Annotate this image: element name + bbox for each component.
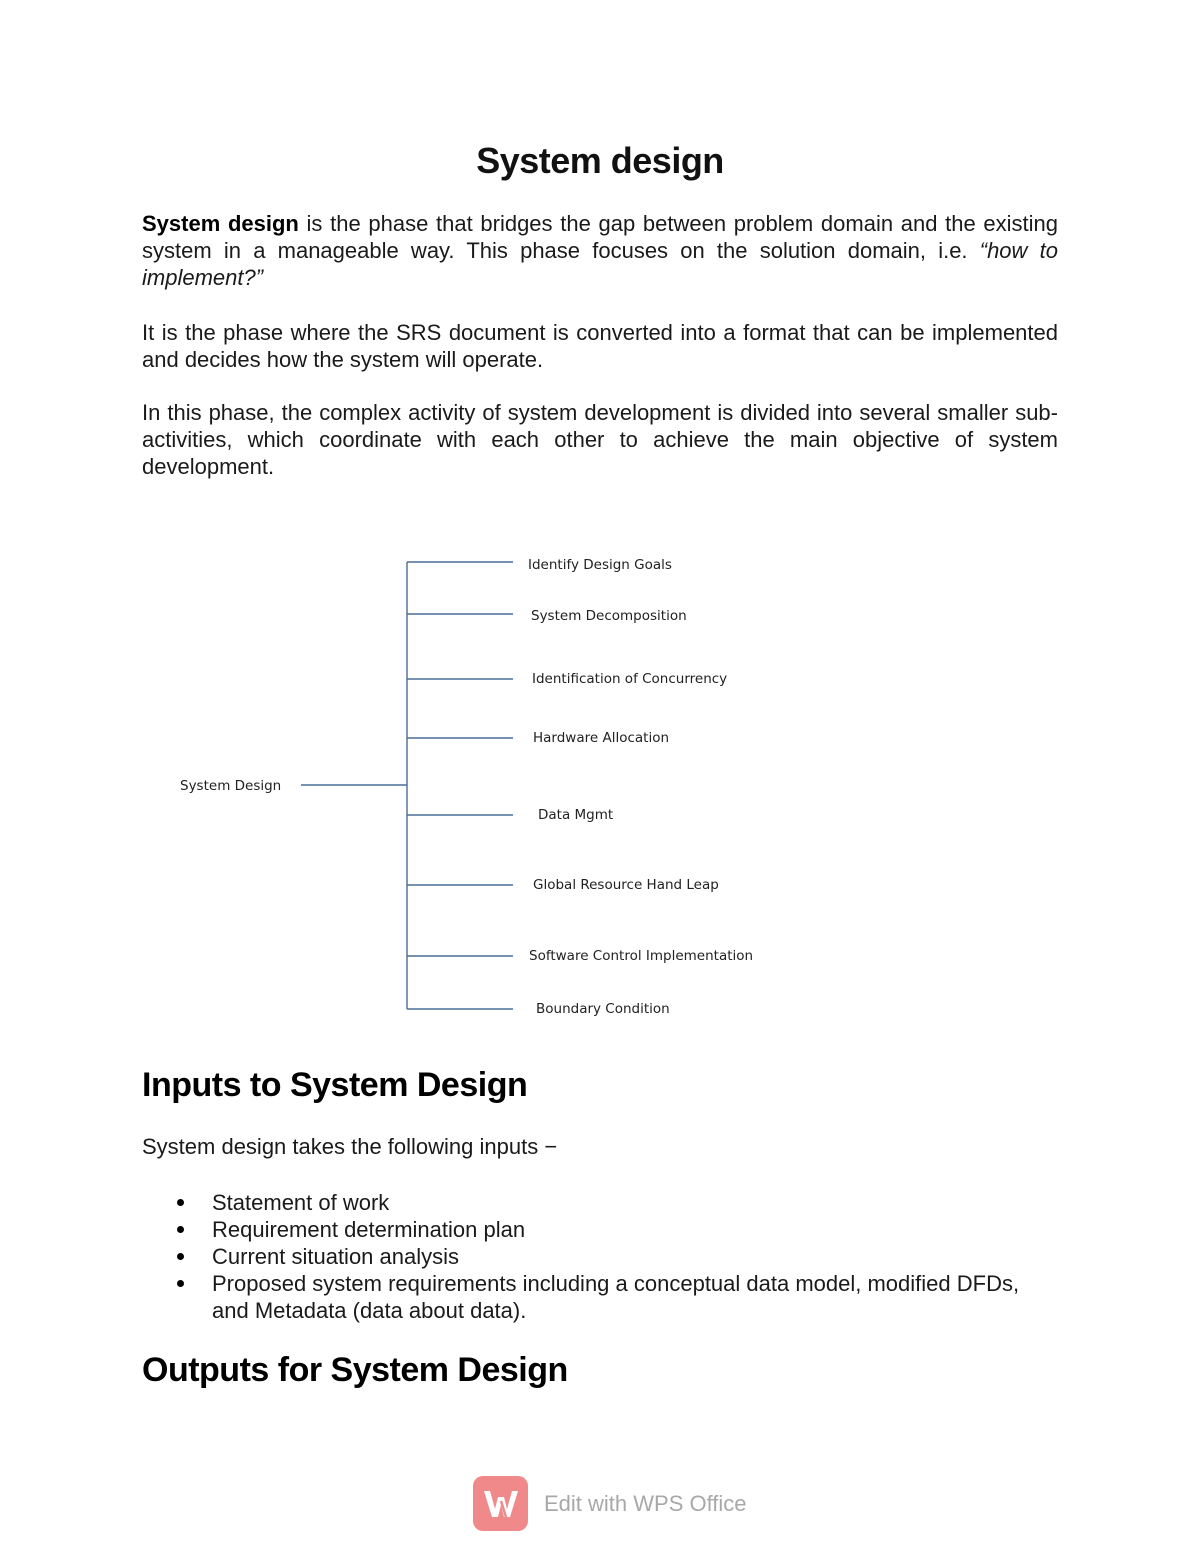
diagram-root-label: System Design (180, 778, 282, 794)
page-title: System design (476, 140, 724, 181)
inputs-heading: Inputs to System Design (142, 1066, 528, 1104)
intro-lead-term: System design (142, 211, 299, 236)
inputs-list (212, 1189, 1032, 1324)
system-design-diagram (0, 540, 1200, 1030)
list-item-text: Current situation analysis (212, 1244, 460, 1269)
branch-label: Software Control Implementation (529, 948, 754, 964)
branch-label: Hardware Allocation (533, 730, 670, 746)
branch-label: System Decomposition (531, 608, 687, 624)
branch-label: Identify Design Goals (528, 557, 672, 573)
bullet-icon (177, 1280, 184, 1287)
branch-label: Identification of Concurrency (532, 671, 728, 687)
intro-quote: “how to implement?” (142, 238, 1058, 290)
list-item-text: Statement of work (212, 1190, 390, 1215)
list-item-text: Requirement determination plan (212, 1217, 526, 1242)
srs-paragraph: It is the phase where the SRS document is converted into a format that can be implemented and decides how the system will operate. (142, 320, 1058, 372)
wps-office-logo-icon (473, 1476, 528, 1531)
intro-body-text: is the phase that bridges the gap between problem domain and the existing system in a manageable way. This phase focuses on the solution domain, i.e. (142, 211, 1058, 263)
phase-paragraph: In this phase, the complex activity of system development is divided into several smaller sub-activities, which coordinate with each other to achieve the main objective of system development. (142, 400, 1058, 479)
branch-label: Global Resource Hand Leap (533, 877, 719, 893)
outputs-heading: Outputs for System Design (142, 1351, 568, 1389)
diagram-svg (0, 540, 1200, 1030)
wps-watermark[interactable] (473, 1476, 747, 1531)
bullet-icon (177, 1199, 184, 1206)
intro-paragraph (142, 210, 1058, 291)
list-item-text: Proposed system requirements including a conceptual data model, modified DFDs, and Metadata (data about data). (212, 1271, 1020, 1323)
wps-watermark-label: Edit with WPS Office (544, 1490, 747, 1516)
bullet-icon (177, 1253, 184, 1260)
inputs-intro-text: System design takes the following inputs − (142, 1134, 558, 1159)
list-item (212, 1216, 1032, 1243)
list-item (212, 1243, 1032, 1270)
list-item (212, 1270, 1032, 1324)
list-item (212, 1189, 1032, 1216)
branch-label: Data Mgmt (538, 807, 614, 823)
bullet-icon (177, 1226, 184, 1233)
branch-label: Boundary Condition (536, 1001, 670, 1017)
